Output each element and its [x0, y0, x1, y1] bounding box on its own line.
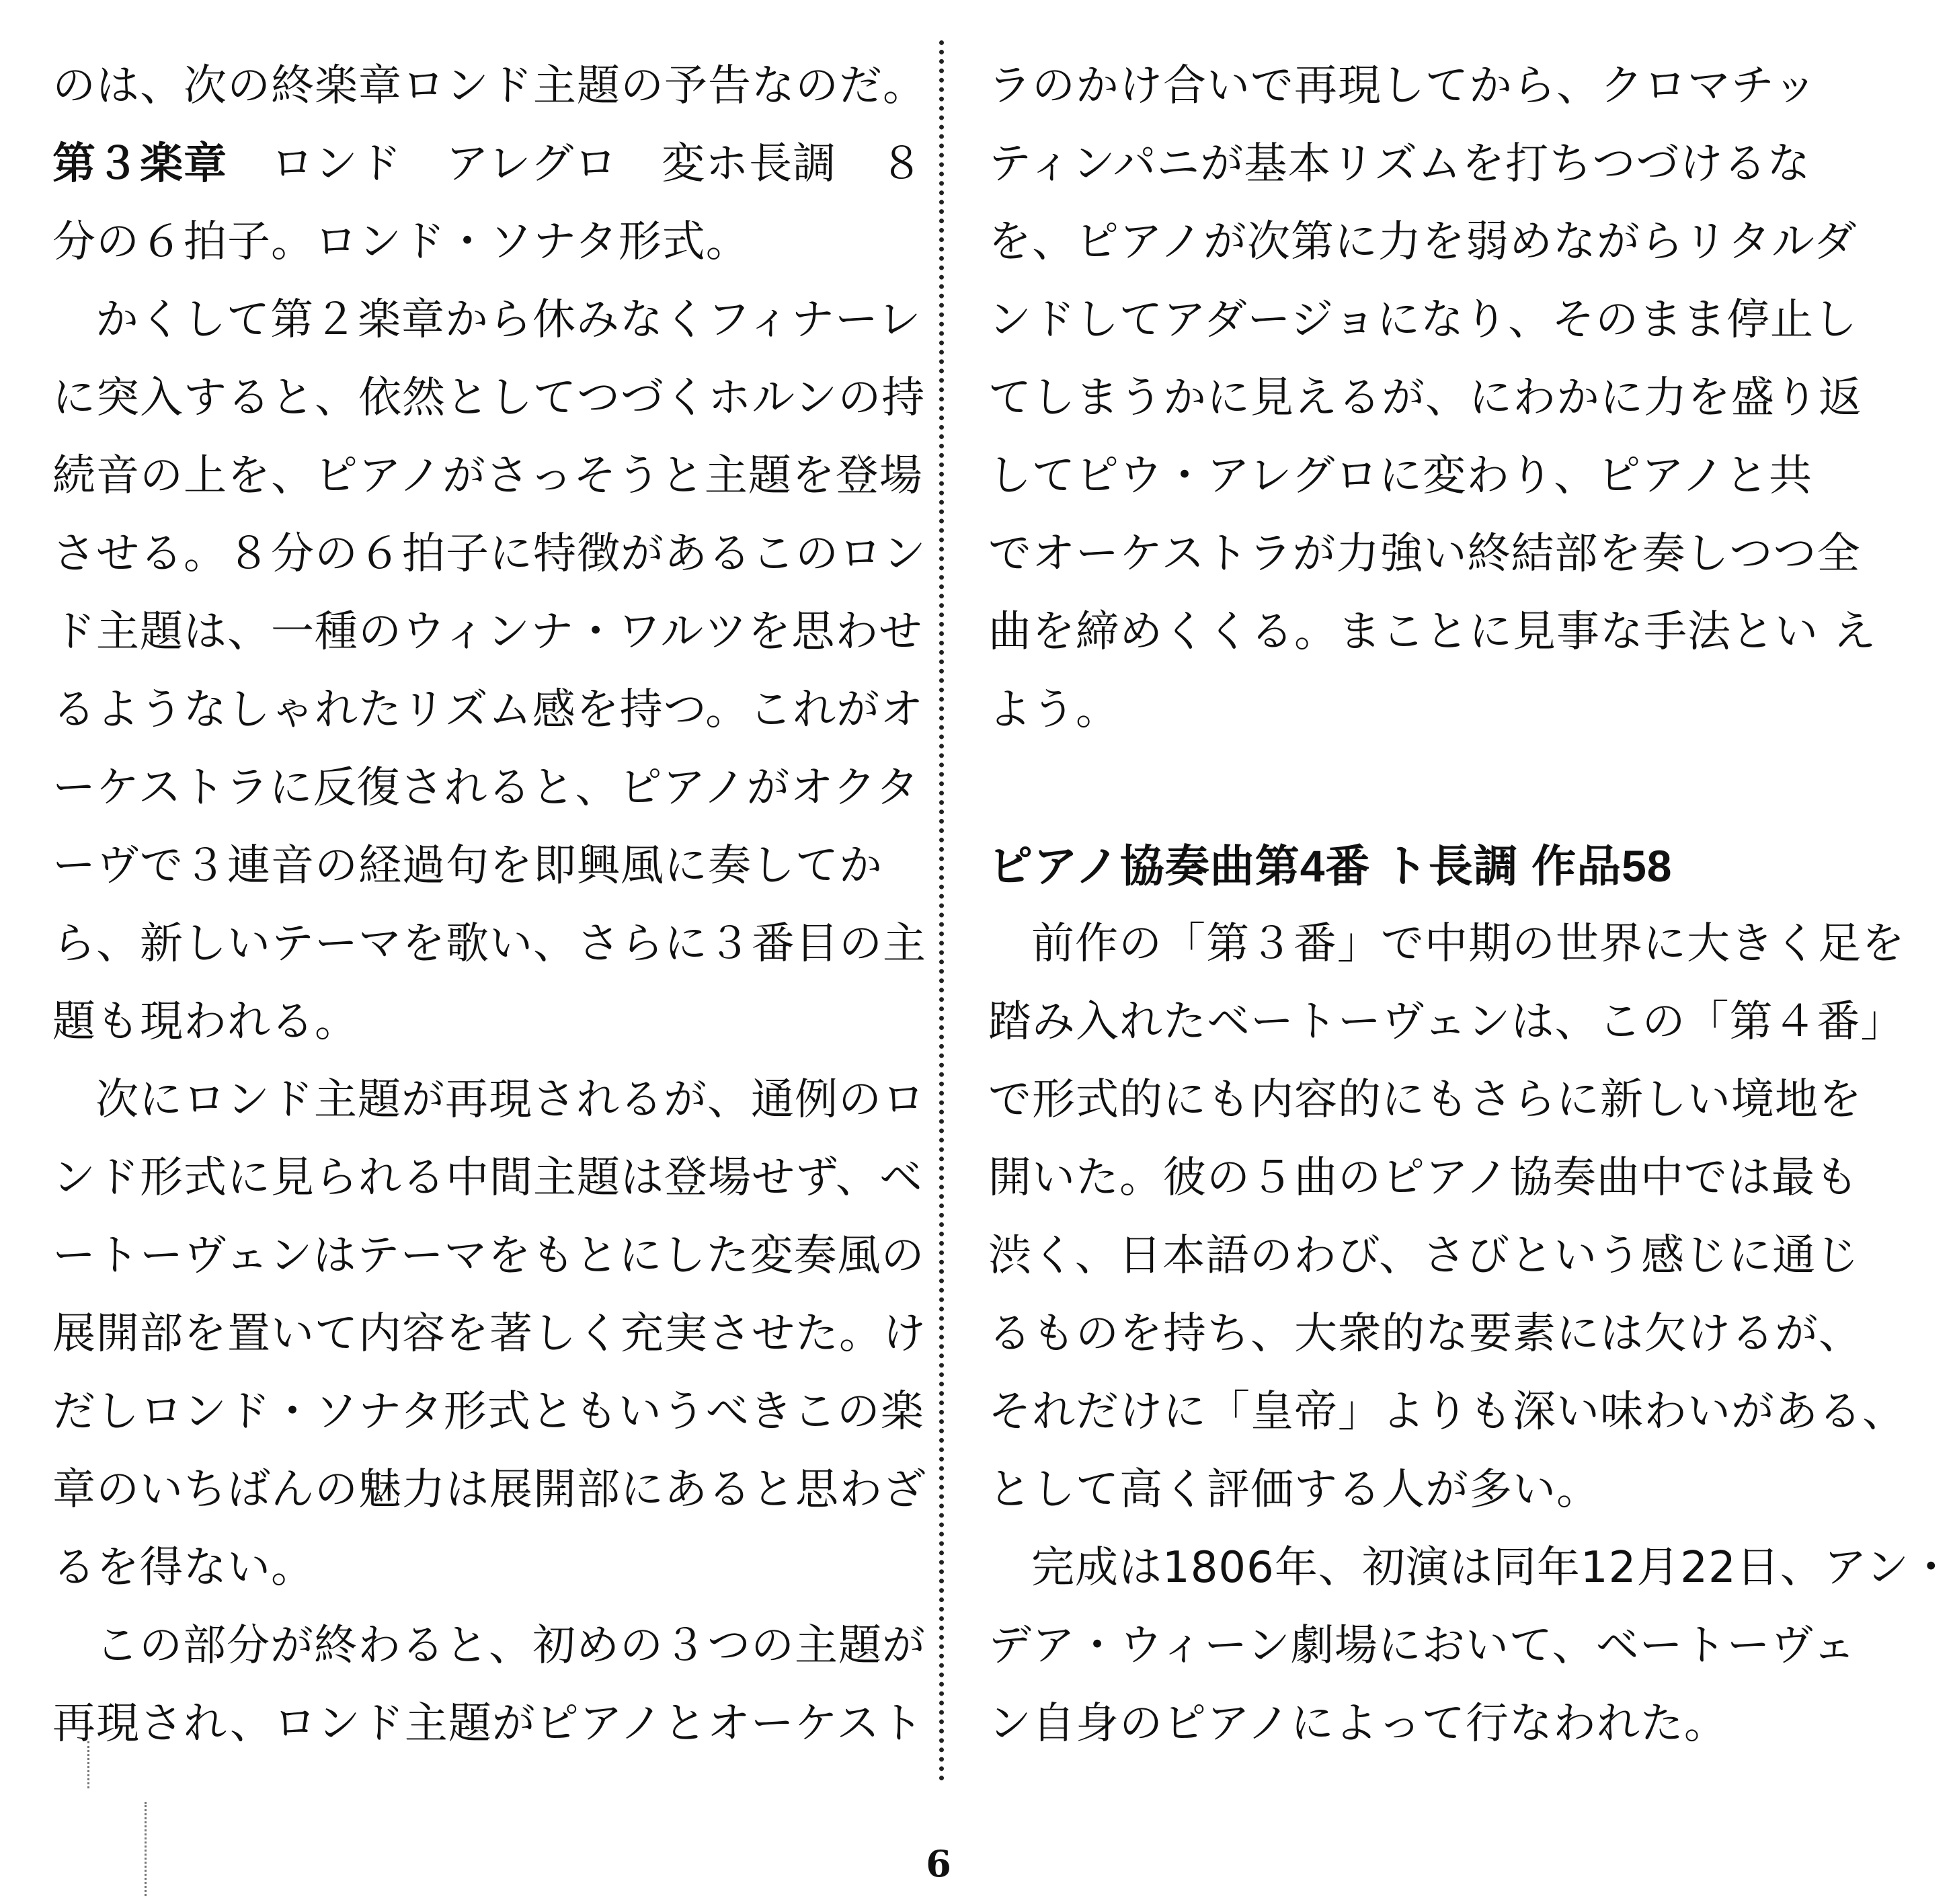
page-number: 6 [926, 1842, 951, 1885]
text-line: に突入すると、依然としてつづくホルンの持 [52, 373, 926, 423]
text-line: 展開部を置いて内容を著しく充実させた。け [52, 1309, 926, 1359]
text-line: るものを持ち、大衆的な要素には欠けるが、 [988, 1309, 1862, 1359]
paragraph-start: この部分が終わると、初めの３つの主題が [95, 1621, 926, 1671]
movement-heading-line [52, 125, 924, 203]
text-line: てしまうかに見えるが、にわかに力を盛り返 [988, 373, 1862, 423]
text-line: 渋く、日本語のわび、さびという感じに通じ [988, 1231, 1860, 1281]
text-line: 章のいちばんの魅力は展開部にあると思わざ [52, 1465, 926, 1515]
right-column [988, 47, 1953, 1763]
text-line: ら、新しいテーマを歌い、さらに３番目の主 [52, 919, 926, 969]
paragraph-start: 完成は1806年、初演は同年12月22日、アン・ [1031, 1543, 1953, 1593]
text-line: るを得ない。 [52, 1543, 315, 1593]
scan-speck [87, 1741, 89, 1788]
text-line: ーヴで３連音の経過句を即興風に奏してか [52, 841, 883, 891]
paragraph-start: かくして第２楽章から休みなくフィナーレ [95, 295, 922, 345]
text-line: それだけに「皇帝」よりも深い味わいがある、 [988, 1387, 1906, 1437]
text-line: よう。 [988, 685, 1119, 735]
text-line: 開いた。彼の５曲のピアノ協奏曲中では最も [988, 1153, 1859, 1203]
paragraph-start: 前作の「第３番」で中期の世界に大きく足を [1031, 919, 1905, 969]
text-line: を、ピアノが次第に力を弱めながらリタルダ [988, 217, 1858, 267]
section-spacer [988, 749, 1856, 827]
text-line: のは、次の終楽章ロンド主題の予告なのだ。 [52, 61, 926, 111]
text-line: でオーケストラが力強い終結部を奏しつつ全 [988, 529, 1861, 579]
left-column [52, 47, 926, 1763]
text-line: 続音の上を、ピアノがさっそうと主題を登場 [52, 451, 923, 501]
text-line: ラのかけ合いで再現してから、クロマチッ [988, 61, 1818, 111]
text-line: ンド形式に見られる中間主題は登場せず、ベ [52, 1153, 923, 1203]
text-line: させる。８分の６拍子に特徴があるこのロン [52, 529, 926, 579]
movement-label: 第３楽章 [52, 139, 227, 189]
text-line: ド主題は、一種のウィンナ・ワルツを思わせ [52, 607, 923, 657]
text-line: で形式的にも内容的にもさらに新しい境地を [988, 1075, 1862, 1125]
text-line: デア・ウィーン劇場において、ベートーヴェ [988, 1621, 1857, 1671]
section-title: ピアノ協奏曲第4番 ト長調 作品58 [988, 841, 1673, 891]
paragraph-start: 次にロンド主題が再現されるが、通例のロ [95, 1075, 926, 1125]
text-line: 曲を締めくくる。まことに見事な手法とい え [988, 607, 1877, 657]
text-line: ーケストラに反復されると、ピアノがオクタ [52, 763, 920, 813]
movement-description: ロンド アレグロ 変ホ長調 ８ [227, 139, 924, 189]
text-line: 分の６拍子。ロンド・ソナタ形式。 [52, 217, 750, 267]
text-line: ートーヴェンはテーマをもとにした変奏風の [52, 1231, 925, 1281]
text-line: 題も現われる。 [52, 997, 358, 1047]
text-line: として高く評価する人が多い。 [988, 1465, 1600, 1515]
text-line: るようなしゃれたリズム感を持つ。これがオ [52, 685, 924, 735]
text-line: だしロンド・ソナタ形式ともいうべきこの楽 [52, 1387, 924, 1437]
column-divider [939, 40, 944, 1782]
text-line: ン自身のピアノによって行なわれた。 [988, 1699, 1728, 1749]
text-line: 踏み入れたベートーヴェンは、この「第４番」 [988, 997, 1905, 1047]
text-line: してピウ・アレグロに変わり、ピアノと共 [988, 451, 1813, 501]
text-line: ティンパニが基本リズムを打ちつづけるな [988, 139, 1811, 189]
text-line: 再現され、ロンド主題がピアノとオーケスト [52, 1699, 924, 1749]
text-line: ンドしてアダージョになり、そのまま停止し [988, 295, 1858, 345]
